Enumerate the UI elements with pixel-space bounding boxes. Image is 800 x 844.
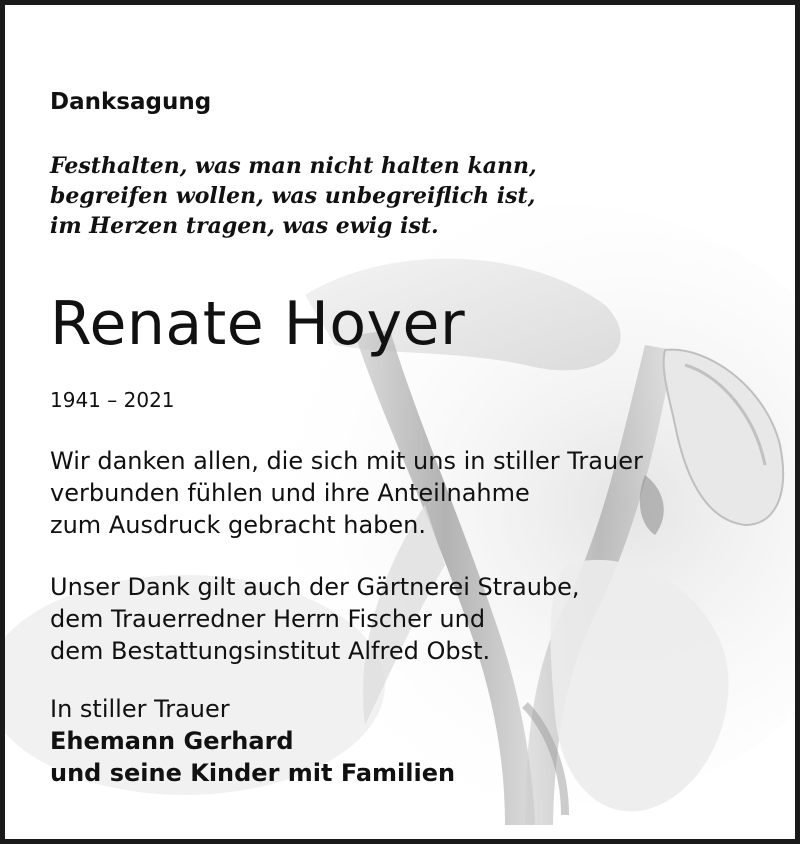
special-thanks-paragraph [50,571,580,667]
verse [50,151,537,241]
signoff-family: und seine Kinder mit Familien [50,759,456,787]
thanks-line: zum Ausdruck gebracht haben. [50,511,426,539]
verse-line: im Herzen tragen, was ewig ist. [50,213,439,239]
deceased-name: Renate Hoyer [50,289,466,359]
signoff-intro: In stiller Trauer [50,695,230,723]
special-thanks-line: dem Bestattungsinstitut Alfred Obst. [50,637,491,665]
life-dates: 1941 – 2021 [50,388,175,412]
signoff [50,693,455,789]
special-thanks-line: Unser Dank gilt auch der Gärtnerei Straube, [50,573,580,601]
thanks-line: Wir danken allen, die sich mit uns in stiller Trauer [50,447,643,475]
heading: Danksagung [50,89,212,115]
verse-line: Festhalten, was man nicht halten kann, [50,153,537,179]
signoff-husband: Ehemann Gerhard [50,727,294,755]
thanks-paragraph [50,445,643,541]
special-thanks-line: dem Trauerredner Herrn Fischer und [50,605,486,633]
verse-line: begreifen wollen, was unbegreiflich ist, [50,183,536,209]
thanks-line: verbunden fühlen und ihre Anteilnahme [50,479,530,507]
